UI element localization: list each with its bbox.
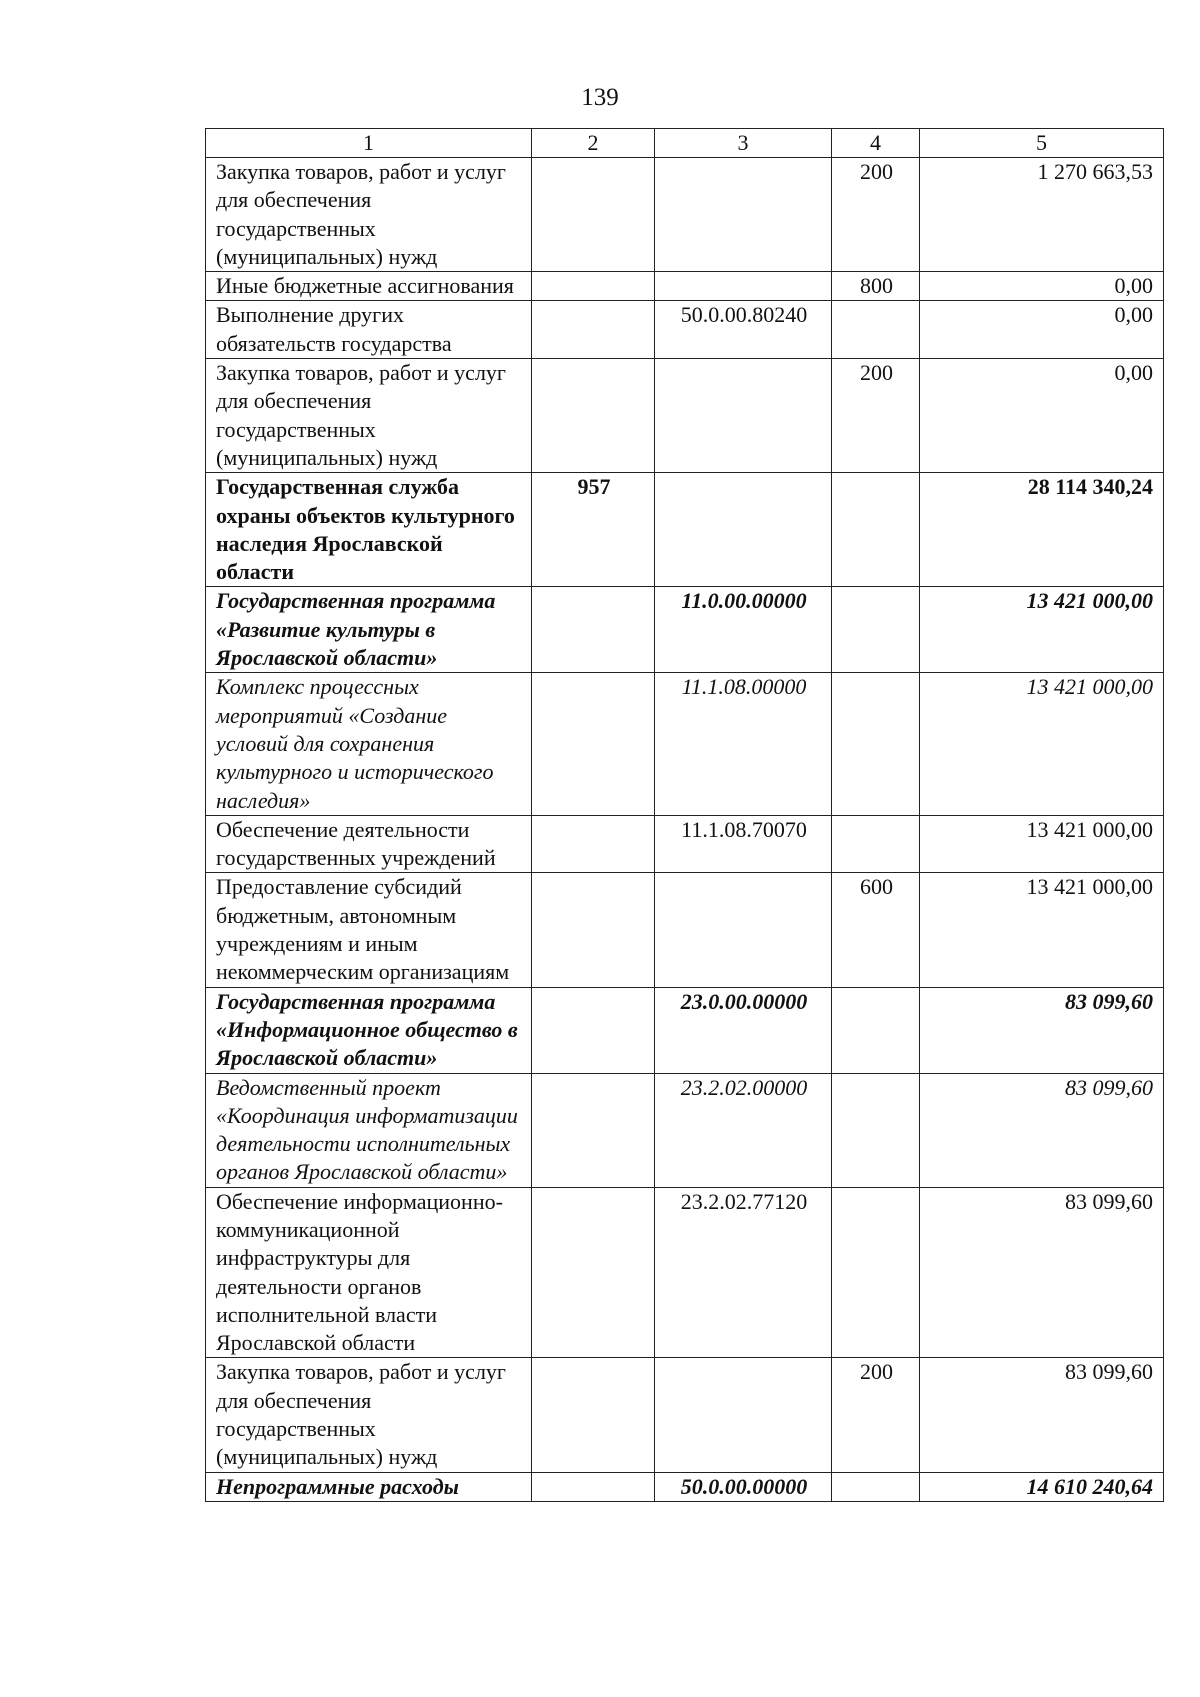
table-row xyxy=(206,815,1164,873)
cell-name: Иные бюджетные ассигнования xyxy=(206,272,532,301)
cell-amount: 28 114 340,24 xyxy=(920,473,1164,587)
cell-expense-type xyxy=(832,815,920,873)
cell-amount: 0,00 xyxy=(920,359,1164,473)
cell-expense-type xyxy=(832,1187,920,1358)
cell-article xyxy=(655,359,832,473)
cell-name: Выполнение других обязательств государства xyxy=(206,301,532,359)
cell-expense-type xyxy=(832,1073,920,1187)
cell-expense-type xyxy=(832,1472,920,1501)
cell-name: Государственная служба охраны объектов культурного наследия Ярославской области xyxy=(206,473,532,587)
cell-article: 50.0.00.00000 xyxy=(655,1472,832,1501)
cell-code xyxy=(532,1073,655,1187)
page-number: 139 xyxy=(581,84,619,111)
cell-amount: 14 610 240,64 xyxy=(920,1472,1164,1501)
cell-article: 50.0.00.80240 xyxy=(655,301,832,359)
table-row xyxy=(206,1187,1164,1358)
cell-article xyxy=(655,272,832,301)
cell-name: Предоставление субсидий бюджетным, автономным учреждениям и иным некоммерческим организациям xyxy=(206,873,532,987)
cell-code xyxy=(532,673,655,815)
cell-name: Государственная программа «Развитие культуры в Ярославской области» xyxy=(206,587,532,673)
table-row xyxy=(206,473,1164,587)
cell-amount: 83 099,60 xyxy=(920,1187,1164,1358)
cell-article xyxy=(655,158,832,272)
cell-amount: 83 099,60 xyxy=(920,987,1164,1073)
cell-name: Закупка товаров, работ и услуг для обеспечения государственных (муниципальных) нужд xyxy=(206,1358,532,1472)
table-row xyxy=(206,1358,1164,1472)
cell-amount: 0,00 xyxy=(920,272,1164,301)
cell-code xyxy=(532,815,655,873)
cell-amount: 83 099,60 xyxy=(920,1073,1164,1187)
table-row xyxy=(206,301,1164,359)
table-row xyxy=(206,359,1164,473)
cell-name: Обеспечение деятельности государственных учреждений xyxy=(206,815,532,873)
table-row xyxy=(206,1472,1164,1501)
cell-amount: 13 421 000,00 xyxy=(920,815,1164,873)
cell-expense-type: 800 xyxy=(832,272,920,301)
cell-code xyxy=(532,158,655,272)
cell-amount: 13 421 000,00 xyxy=(920,587,1164,673)
cell-code xyxy=(532,987,655,1073)
cell-expense-type xyxy=(832,673,920,815)
header-col-4: 4 xyxy=(832,129,920,158)
header-col-1: 1 xyxy=(206,129,532,158)
cell-amount: 13 421 000,00 xyxy=(920,873,1164,987)
cell-code xyxy=(532,359,655,473)
cell-article: 23.2.02.77120 xyxy=(655,1187,832,1358)
cell-code xyxy=(532,1472,655,1501)
cell-code xyxy=(532,272,655,301)
cell-article xyxy=(655,473,832,587)
budget-table xyxy=(205,128,1164,1502)
cell-expense-type: 200 xyxy=(832,158,920,272)
cell-article: 23.2.02.00000 xyxy=(655,1073,832,1187)
table-row xyxy=(206,272,1164,301)
table-row xyxy=(206,158,1164,272)
cell-amount: 0,00 xyxy=(920,301,1164,359)
cell-code xyxy=(532,301,655,359)
cell-amount: 13 421 000,00 xyxy=(920,673,1164,815)
cell-code xyxy=(532,873,655,987)
cell-name: Ведомственный проект «Координация информатизации деятельности исполнительных органов Ярославской области» xyxy=(206,1073,532,1187)
table-row xyxy=(206,1073,1164,1187)
header-col-2: 2 xyxy=(532,129,655,158)
cell-code: 957 xyxy=(532,473,655,587)
cell-name: Непрограммные расходы xyxy=(206,1472,532,1501)
cell-name: Государственная программа «Информационное общество в Ярославской области» xyxy=(206,987,532,1073)
cell-article: 11.0.00.00000 xyxy=(655,587,832,673)
table-row xyxy=(206,673,1164,815)
cell-expense-type: 600 xyxy=(832,873,920,987)
cell-amount: 1 270 663,53 xyxy=(920,158,1164,272)
cell-expense-type xyxy=(832,587,920,673)
cell-name: Закупка товаров, работ и услуг для обеспечения государственных (муниципальных) нужд xyxy=(206,158,532,272)
header-col-3: 3 xyxy=(655,129,832,158)
table-row xyxy=(206,587,1164,673)
cell-article: 11.1.08.70070 xyxy=(655,815,832,873)
cell-article: 11.1.08.00000 xyxy=(655,673,832,815)
cell-expense-type xyxy=(832,987,920,1073)
cell-expense-type: 200 xyxy=(832,359,920,473)
table-header-row xyxy=(206,129,1164,158)
cell-expense-type xyxy=(832,473,920,587)
cell-article: 23.0.00.00000 xyxy=(655,987,832,1073)
header-col-5: 5 xyxy=(920,129,1164,158)
cell-amount: 83 099,60 xyxy=(920,1358,1164,1472)
cell-name: Обеспечение информационно-коммуникационной инфраструктуры для деятельности органов исполнительной власти Ярославской области xyxy=(206,1187,532,1358)
cell-name: Комплекс процессных мероприятий «Создание условий для сохранения культурного и исторического наследия» xyxy=(206,673,532,815)
table-row xyxy=(206,873,1164,987)
cell-name: Закупка товаров, работ и услуг для обеспечения государственных (муниципальных) нужд xyxy=(206,359,532,473)
cell-code xyxy=(532,587,655,673)
cell-article xyxy=(655,1358,832,1472)
cell-article xyxy=(655,873,832,987)
cell-expense-type xyxy=(832,301,920,359)
cell-expense-type: 200 xyxy=(832,1358,920,1472)
cell-code xyxy=(532,1187,655,1358)
cell-code xyxy=(532,1358,655,1472)
table-row xyxy=(206,987,1164,1073)
